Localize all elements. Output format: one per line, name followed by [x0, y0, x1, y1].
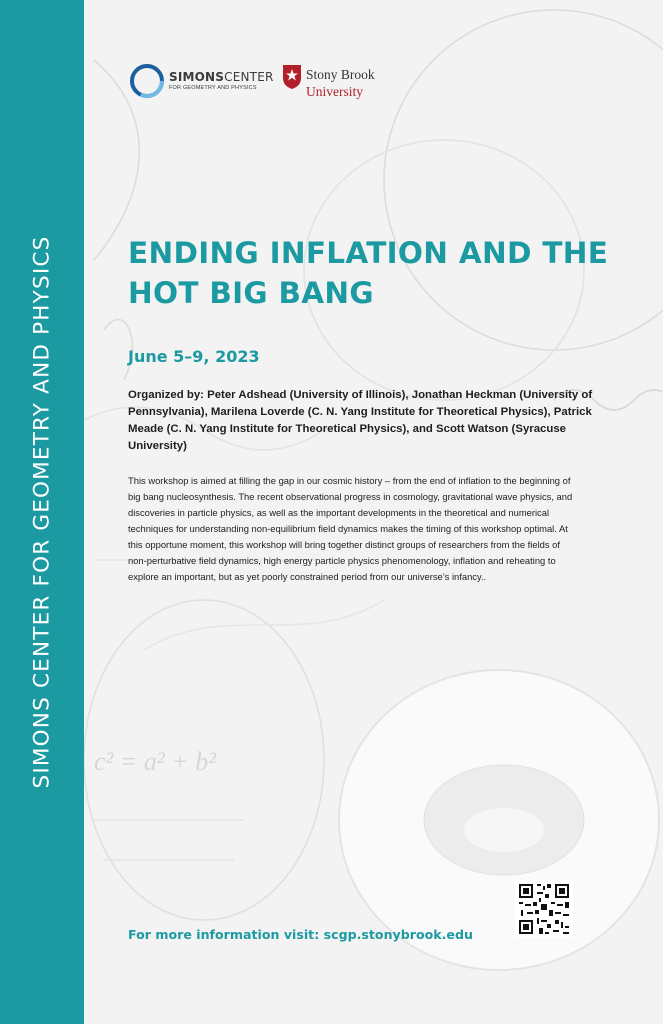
sidebar-title: SIMONS CENTER FOR GEOMETRY AND PHYSICS	[29, 235, 55, 789]
footer-info	[128, 927, 473, 942]
event-title: ENDING INFLATION AND THE HOT BIG BANG	[128, 236, 609, 310]
event-description: This workshop is aimed at filling the gap in our cosmic history – from the end of inflation to the beginning of big bang nucleosynthesis. The recent observational progress in cosmology, gravitational wave physics, and discoveries in particle physics, as well as the important developments in the theoretical and numerical techniques for understanding non-equilibrium field dynamics makes the timing of this workshop optimal. At this opportune moment, this workshop will bring together distinct groups of researchers from the fields of non-perturbative field dynamics, high energy particle physics phenomenology, inflation and reheating to explore an important, but as yet poorly constrained period from our universe’s infancy..	[128, 475, 573, 582]
footer-label: For more information visit:	[128, 927, 320, 942]
sidebar-band	[0, 0, 84, 1024]
stony-brook-name: Stony Brook	[306, 67, 375, 82]
simons-center-logo-icon	[130, 64, 164, 98]
footer-link[interactable]: scgp.stonybrook.edu	[323, 927, 473, 942]
qr-code-icon[interactable]	[515, 880, 573, 938]
event-organizers: Organized by: Peter Adshead (University of Illinois), Jonathan Heckman (University of Pennsylvania), Marilena Loverde (C. N. Yang Institute for Theoretical Physics), Patrick Meade (C. N. Yang Institute for Theoretical Physics), and Scott Watson (Syracuse University)	[128, 389, 593, 452]
event-dates: June 5–9, 2023	[128, 347, 260, 366]
simons-center-wordmark: SIMONSCENTER	[169, 70, 274, 84]
background-formula: c² = a² + b²	[94, 747, 217, 776]
stony-brook-university: University	[306, 84, 363, 99]
stony-brook-shield-icon	[282, 64, 302, 90]
poster-main	[84, 0, 663, 1024]
simons-center-subtitle: FOR GEOMETRY AND PHYSICS	[169, 85, 257, 91]
